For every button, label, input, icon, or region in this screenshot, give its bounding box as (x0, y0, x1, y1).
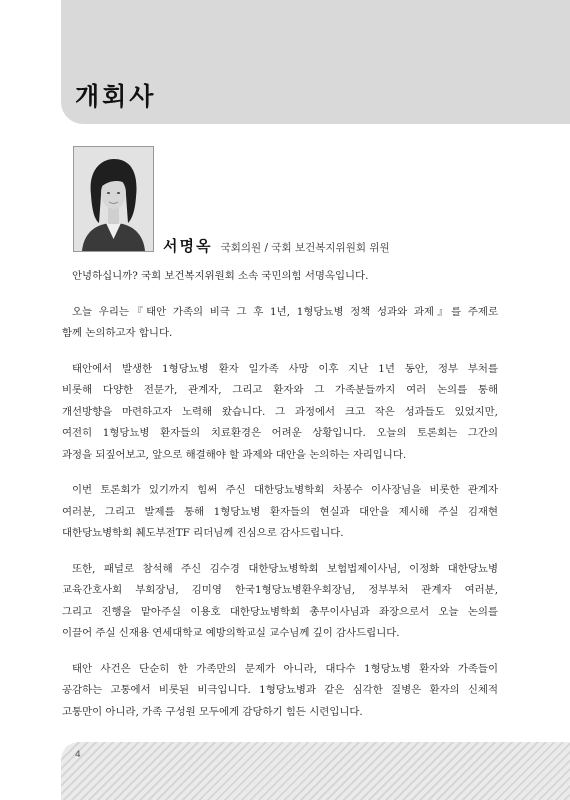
paragraph (62, 480, 498, 545)
text-line: 이번 토론회가 있기까지 힘써 주신 대한당뇨병학회 차봉수 이사장님을 비롯한 관계자 (72, 484, 498, 496)
text-line: 대한당뇨병학회 췌도부전TF 리더님께 진심으로 감사드립니다. (62, 527, 344, 539)
body-text (62, 266, 498, 737)
text-line: 여전히 1형당뇨병 환자들의 치료환경은 어려운 상황입니다. 오늘의 토론회는 그간의 (62, 427, 498, 439)
text-line: 태안 사건은 단순히 한 가족만의 문제가 아니라, 대다수 1형당뇨병 환자와 가족들이 (72, 662, 498, 675)
footer-band (61, 742, 570, 800)
page-number: 4 (75, 750, 81, 760)
paragraph (62, 359, 498, 467)
speaker-portrait (73, 146, 154, 252)
text-line: 함께 논의하고자 합니다. (62, 327, 173, 339)
text-line: 이끌어 주실 신재용 연세대학교 예방의학교실 교수님께 깊이 감사드립니다. (62, 627, 400, 639)
paragraph (62, 302, 498, 345)
paragraph (62, 559, 498, 645)
text-line: 안녕하십니까? 국회 보건복지위원회 소속 국민의힘 서명옥입니다. (72, 270, 369, 282)
text-line: 교육간호사회 부회장님, 김미영 한국1형당뇨병환우회장님, 정부부처 관계자 여러분, (62, 584, 498, 596)
speaker-portrait-image (74, 147, 153, 251)
text-line: 오늘 우리는『태안 가족의 비극 그 후 1년, 1형당뇨병 정책 성과와 과제』를 주제로 (72, 305, 498, 318)
text-line: 태안에서 발생한 1형당뇨병 환자 일가족 사망 이후 지난 1년 동안, 정부 부처를 (72, 362, 498, 375)
text-line: 과정을 되짚어보고, 앞으로 해결해야 할 과제와 대안을 논의하는 자리입니다. (62, 448, 407, 461)
text-line: 또한, 패널로 참석해 주신 김수경 대한당뇨병학회 보험법제이사님, 이정화 대한당뇨병 (72, 562, 498, 575)
text-line: 개선방향을 마련하고자 노력해 왔습니다. 그 과정에서 크고 작은 성과들도 있었지만, (62, 405, 498, 418)
text-line: 고통만이 아니라, 가족 구성원 모두에게 감당하기 힘든 시련입니다. (62, 705, 363, 718)
speaker-title: 국회의원 / 국회 보건복지위원회 위원 (220, 242, 390, 254)
paragraph (62, 266, 498, 288)
speaker-name: 서명옥 (163, 237, 213, 255)
text-line: 여러분, 그리고 발제를 통해 1형당뇨병 환자들의 현실과 대안을 제시해 주실 김재현 (62, 505, 498, 518)
speaker-line (163, 236, 390, 258)
text-line: 비롯해 다양한 전문가, 관계자, 그리고 환자와 그 가족분들까지 여러 논의를 통해 (62, 384, 498, 396)
text-line: 그리고 진행을 맡아주실 이용호 대한당뇨병학회 총무이사님과 좌장으로서 오늘 논의를 (62, 605, 498, 618)
text-line: 공감하는 고통에서 비롯된 비극입니다. 1형당뇨병과 같은 심각한 질병은 환자의 신체적 (62, 684, 498, 696)
page-title: 개회사 (75, 82, 157, 111)
paragraph (62, 659, 498, 724)
